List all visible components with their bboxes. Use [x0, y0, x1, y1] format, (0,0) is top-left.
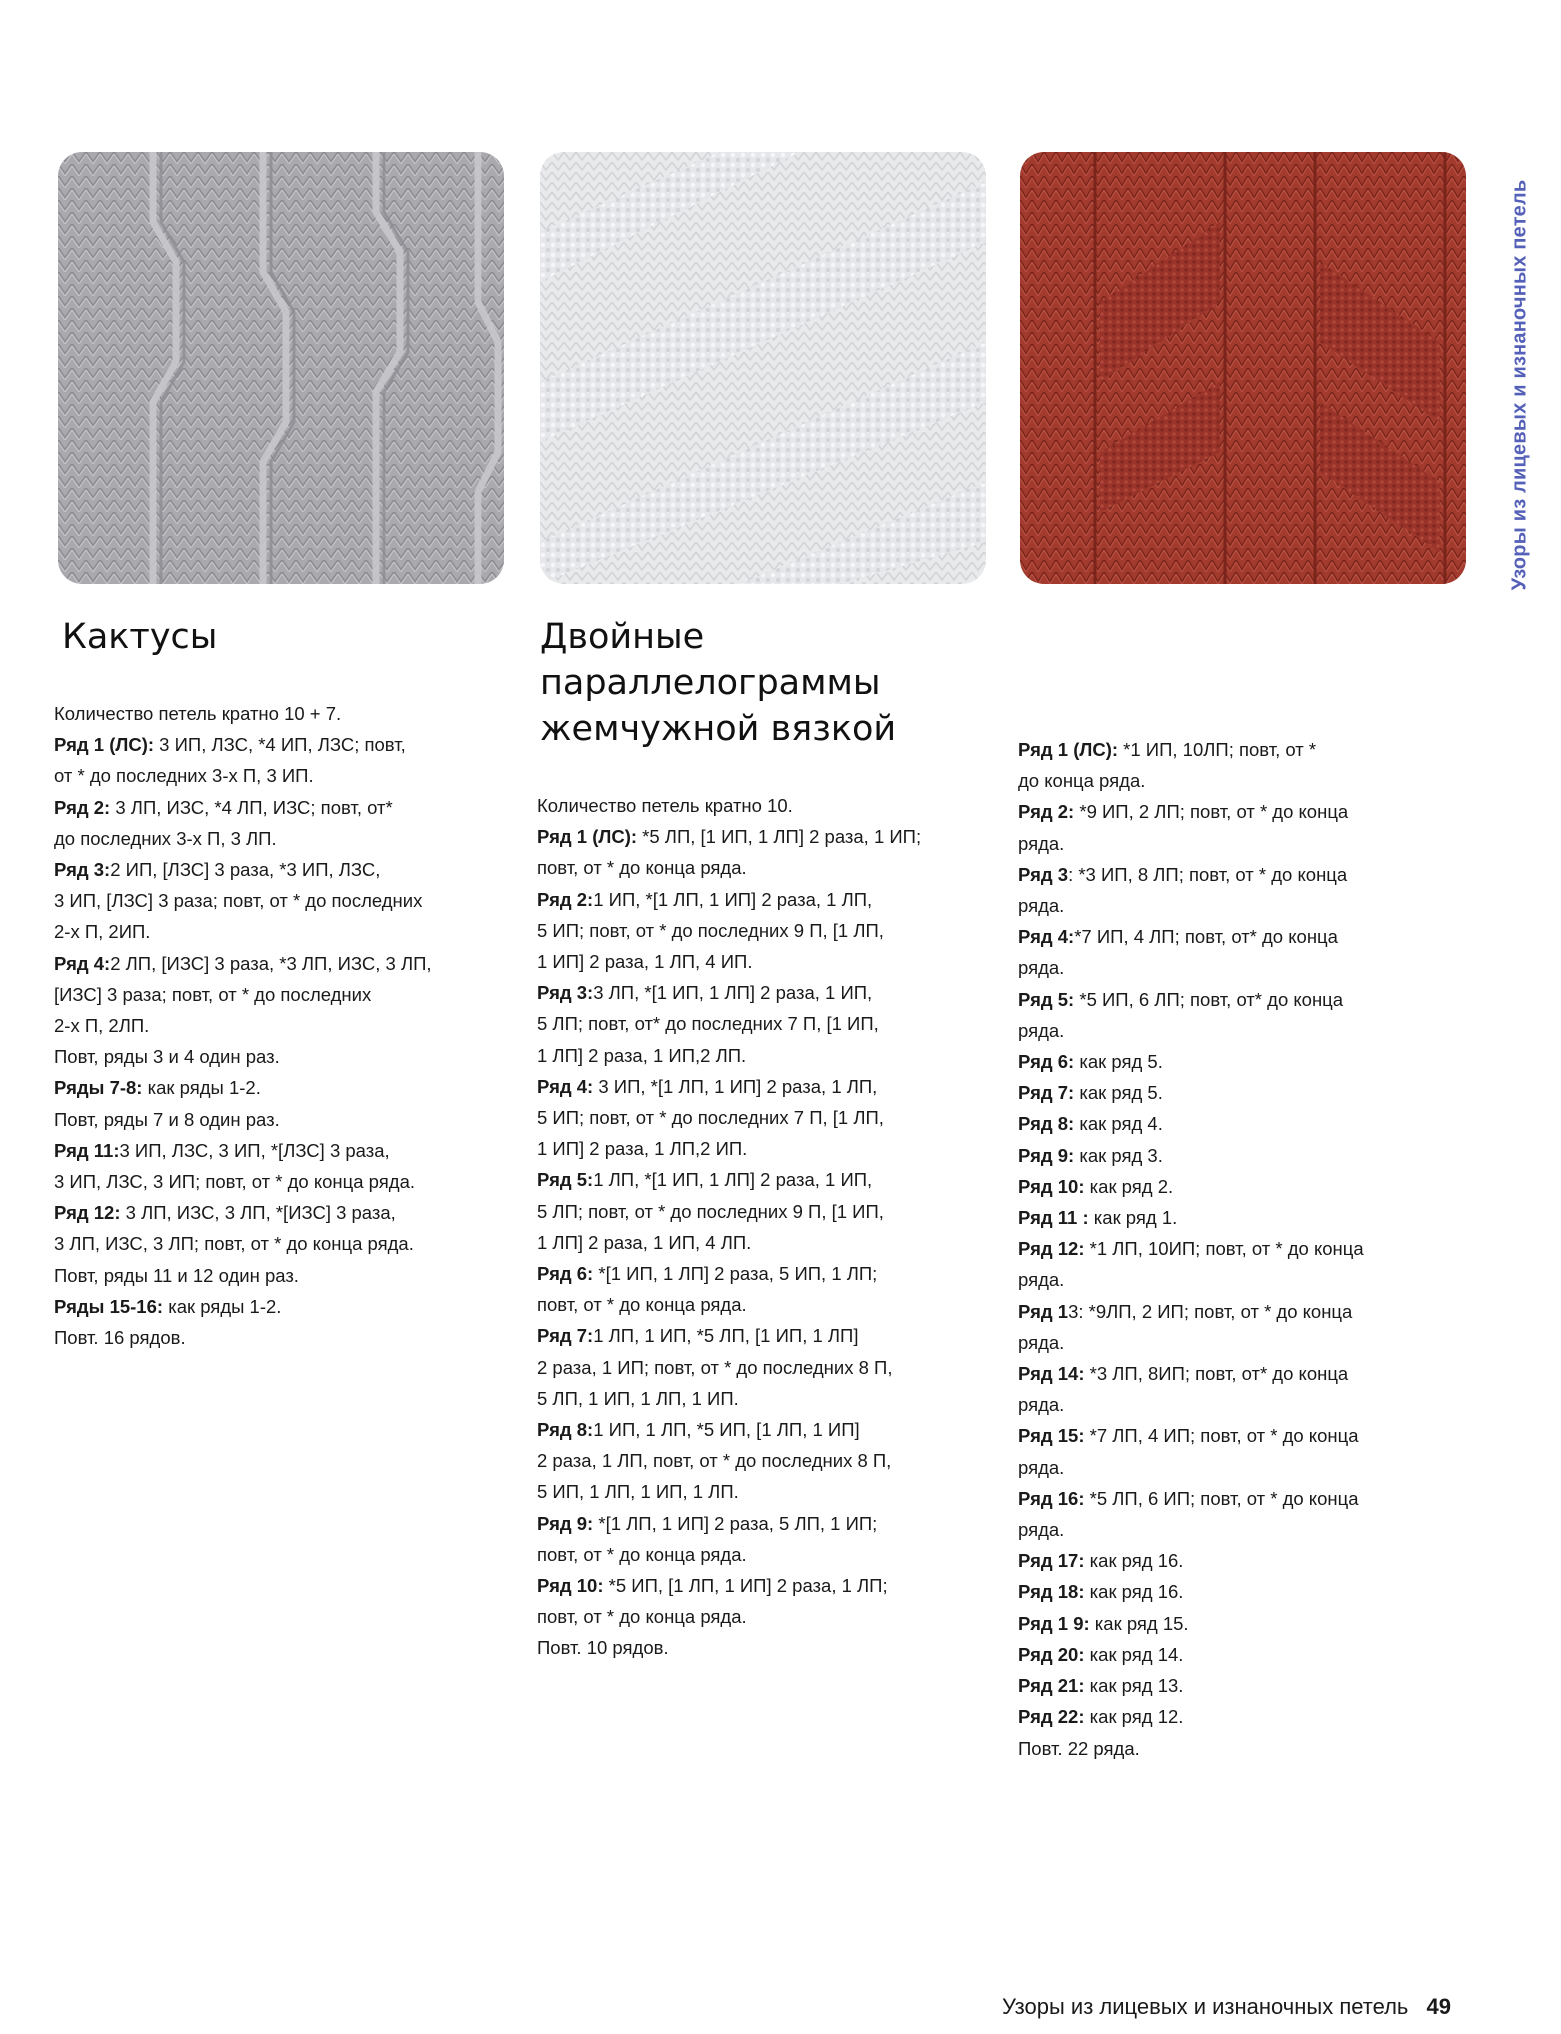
- side-running-head-text: Узоры из лицевых и изнаночных петель: [1508, 179, 1531, 591]
- instruction-line: [54, 948, 494, 979]
- instruction-line: [537, 1476, 977, 1507]
- row-label: Ряд 12:: [1018, 1238, 1085, 1260]
- instruction-line: [54, 1104, 494, 1135]
- instruction-line: [537, 946, 977, 977]
- instruction-line: [537, 1601, 977, 1632]
- instruction-line: [54, 1166, 494, 1197]
- row-text: *9 ИП, 2 ЛП; повт, от * до конца: [1074, 801, 1349, 823]
- row-text: : *3 ИП, 8 ЛП; повт, от * до конца: [1068, 863, 1348, 885]
- row-label: Ряд 4:: [537, 1075, 594, 1097]
- row-text: 2 ЛП, [ИЗС] 3 раза, *3 ЛП, ИЗС, 3 ЛП,: [110, 952, 432, 974]
- row-text: 1 ЛП, *[1 ИП, 1 ЛП] 2 раза, 1 ИП,: [593, 1169, 873, 1191]
- row-text: Повт, ряды 11 и 12 один раз.: [54, 1264, 299, 1286]
- instruction-line: [54, 854, 494, 885]
- instruction-line: [537, 884, 977, 915]
- row-text: ряда.: [1018, 895, 1065, 917]
- row-text: Повт, ряды 7 и 8 один раз.: [54, 1108, 280, 1130]
- instruction-line: [54, 1197, 494, 1228]
- row-label: Ряд 18:: [1018, 1581, 1085, 1603]
- instruction-line: [54, 698, 494, 729]
- instruction-line: [1018, 1140, 1458, 1171]
- row-label: Ряд 11:: [54, 1139, 120, 1161]
- row-text: 1 ЛП, 1 ИП, *5 ЛП, [1 ИП, 1 ЛП]: [593, 1325, 859, 1347]
- instruction-line: [1018, 1576, 1458, 1607]
- instruction-line: [1018, 1420, 1458, 1451]
- row-text: 5 ИП; повт, от * до последних 7 П, [1 ЛП,: [537, 1107, 884, 1129]
- row-text: 3 ИП, ЛЗС, 3 ИП, *[ЛЗС] 3 раза,: [119, 1139, 390, 1161]
- instruction-line: [1018, 1483, 1458, 1514]
- row-text: повт, от * до конца ряда.: [537, 857, 747, 879]
- instruction-line: [537, 1383, 977, 1414]
- row-text: 1 ИП] 2 раза, 1 ЛП, 4 ИП.: [537, 951, 753, 973]
- instruction-line: [1018, 859, 1458, 890]
- page-number: 49: [1426, 1994, 1451, 2019]
- instruction-line: [54, 1291, 494, 1322]
- row-text: от * до последних 3-х П, 3 ИП.: [54, 765, 314, 787]
- instruction-line: [1018, 1639, 1458, 1670]
- row-label: Ряд 9:: [537, 1512, 594, 1534]
- row-label: Ряд 6:: [537, 1263, 594, 1285]
- instruction-line: [537, 1258, 977, 1289]
- row-text: как ряд 12.: [1084, 1706, 1184, 1728]
- row-text: 2-х П, 2ЛП.: [54, 1015, 150, 1037]
- row-text: Повт. 22 ряда.: [1018, 1737, 1140, 1759]
- row-label: Ряд 1 9:: [1018, 1612, 1090, 1634]
- row-label: Ряд 4:: [54, 952, 111, 974]
- row-text: 2 раза, 1 ЛП, повт, от * до последних 8 П,: [537, 1450, 892, 1472]
- instruction-line: [537, 1133, 977, 1164]
- title-line: параллелограммы: [540, 663, 881, 703]
- instruction-line: [54, 792, 494, 823]
- instruction-line: [1018, 1608, 1458, 1639]
- row-text: как ряд 5.: [1074, 1082, 1163, 1104]
- row-label: Ряд 8:: [1018, 1113, 1075, 1135]
- swatch-photo-cactus: [58, 152, 504, 584]
- instruction-line: [54, 1010, 494, 1041]
- instruction-line: [1018, 890, 1458, 921]
- instruction-line: [1018, 1670, 1458, 1701]
- instruction-line: [54, 1228, 494, 1259]
- row-label: Ряд 3: [1018, 863, 1069, 885]
- instruction-line: [537, 1164, 977, 1195]
- instruction-line: [1018, 734, 1458, 765]
- row-label: Ряд 4:: [1018, 926, 1075, 948]
- instruction-line: [1018, 1077, 1458, 1108]
- row-text: 3 ИП, [ЛЗС] 3 раза; повт, от * до последних: [54, 890, 423, 912]
- row-label: Ряд 15:: [1018, 1425, 1085, 1447]
- instruction-line: [537, 1071, 977, 1102]
- instruction-line: [1018, 1358, 1458, 1389]
- row-text: 1 ИП, *[1 ЛП, 1 ИП] 2 раза, 1 ЛП,: [593, 888, 873, 910]
- row-label: Ряды 15-16:: [54, 1295, 164, 1317]
- row-label: Ряд 5:: [1018, 988, 1075, 1010]
- instruction-line: [537, 1227, 977, 1258]
- row-text: как ряд 4.: [1074, 1113, 1163, 1135]
- row-label: Ряд 1: [1018, 1300, 1069, 1322]
- instruction-line: [537, 915, 977, 946]
- row-label: Ряд 8:: [537, 1419, 594, 1441]
- row-text: *[1 ИП, 1 ЛП] 2 раза, 5 ИП, 1 ЛП;: [593, 1263, 878, 1285]
- pattern-title-parallelograms: [540, 614, 896, 752]
- row-text: 3: *9ЛП, 2 ИП; повт, от * до конца: [1068, 1300, 1353, 1322]
- row-text: *3 ЛП, 8ИП; повт, от* до конца: [1084, 1363, 1349, 1385]
- instruction-line: [537, 1196, 977, 1227]
- row-text: 3 ЛП, *[1 ИП, 1 ЛП] 2 раза, 1 ИП,: [593, 982, 873, 1004]
- row-text: как ряд 3.: [1074, 1144, 1163, 1166]
- row-text: [ИЗС] 3 раза; повт, от * до последних: [54, 983, 372, 1005]
- swatch-photo-parallelograms: [540, 152, 986, 584]
- instruction-line: [537, 1102, 977, 1133]
- row-label: Ряды 7-8:: [54, 1077, 143, 1099]
- row-text: *1 ЛП, 10ИП; повт, от * до конца: [1084, 1238, 1364, 1260]
- instruction-line: [537, 1508, 977, 1539]
- row-text: повт, от * до конца ряда.: [537, 1294, 747, 1316]
- knit-texture-red: [1020, 152, 1466, 584]
- row-text: 3 ЛП, ИЗС, *4 ЛП, ИЗС; повт, от*: [110, 796, 393, 818]
- knit-texture-white: [540, 152, 986, 584]
- instruction-line: [537, 790, 977, 821]
- row-label: Ряд 21:: [1018, 1675, 1085, 1697]
- instruction-line: [537, 821, 977, 852]
- instruction-line: [54, 916, 494, 947]
- swatch-photo-red-rib: [1020, 152, 1466, 584]
- title-line: жемчужной вязкой: [540, 709, 897, 749]
- row-text: Повт. 10 рядов.: [537, 1637, 669, 1659]
- instruction-line: [537, 852, 977, 883]
- row-label: Ряд 10:: [1018, 1175, 1085, 1197]
- instruction-line: [54, 1041, 494, 1072]
- row-label: Ряд 6:: [1018, 1051, 1075, 1073]
- row-text: ряда.: [1018, 1456, 1065, 1478]
- row-label: Ряд 14:: [1018, 1363, 1085, 1385]
- row-text: ряда.: [1018, 1519, 1065, 1541]
- row-label: Ряд 1 (ЛС):: [537, 826, 638, 848]
- row-label: Ряд 16:: [1018, 1487, 1085, 1509]
- row-text: Количество петель кратно 10.: [537, 795, 793, 816]
- footer-running-title: Узоры из лицевых и изнаночных петель: [1001, 1994, 1409, 2019]
- instruction-line: [1018, 1545, 1458, 1576]
- instruction-line: [537, 1352, 977, 1383]
- pattern-title-cactus: [62, 614, 217, 660]
- row-text: ряда.: [1018, 957, 1065, 979]
- instruction-line: [537, 977, 977, 1008]
- row-text: Повт. 16 рядов.: [54, 1327, 186, 1349]
- row-text: ряда.: [1018, 1394, 1065, 1416]
- instruction-line: [537, 1320, 977, 1351]
- row-text: 3 ИП, ЛЗС, *4 ИП, ЛЗС; повт,: [154, 734, 406, 756]
- row-text: как ряды 1-2.: [163, 1295, 282, 1317]
- row-label: Ряд 7:: [1018, 1082, 1075, 1104]
- instruction-line: [54, 760, 494, 791]
- row-label: Ряд 3:: [537, 982, 594, 1004]
- title-line: Двойные: [540, 617, 705, 657]
- row-text: ряда.: [1018, 1331, 1065, 1353]
- row-text: как ряд 2.: [1084, 1175, 1174, 1197]
- row-label: Ряд 22:: [1018, 1706, 1085, 1728]
- row-label: Ряд 2:: [54, 796, 111, 818]
- row-text: 2 ИП, [ЛЗС] 3 раза, *3 ИП, ЛЗС,: [110, 859, 381, 881]
- row-label: Ряд 20:: [1018, 1643, 1085, 1665]
- instructions-parallelograms: [537, 790, 977, 1664]
- instruction-line: [1018, 1514, 1458, 1545]
- row-text: как ряд 1.: [1088, 1207, 1178, 1229]
- instruction-line: [537, 1040, 977, 1071]
- row-label: Ряд 1 (ЛС):: [1018, 739, 1119, 760]
- row-label: Ряд 7:: [537, 1325, 594, 1347]
- row-text: 3 ЛП, ИЗС, 3 ЛП; повт, от * до конца ряда.: [54, 1233, 414, 1255]
- row-text: ряда.: [1018, 832, 1065, 854]
- instruction-line: [1018, 984, 1458, 1015]
- row-text: 3 ИП, *[1 ЛП, 1 ИП] 2 раза, 1 ЛП,: [593, 1075, 878, 1097]
- row-label: Ряд 9:: [1018, 1144, 1075, 1166]
- instruction-line: [537, 1414, 977, 1445]
- instruction-line: [537, 1539, 977, 1570]
- row-text: *1 ИП, 10ЛП; повт, от *: [1118, 739, 1317, 760]
- row-text: как ряд 13.: [1084, 1675, 1184, 1697]
- instruction-line: [537, 1008, 977, 1039]
- instruction-line: [1018, 1015, 1458, 1046]
- instruction-line: [1018, 1452, 1458, 1483]
- instruction-line: [54, 885, 494, 916]
- instruction-line: [1018, 1296, 1458, 1327]
- row-text: как ряд 14.: [1084, 1643, 1184, 1665]
- instruction-line: [54, 1135, 494, 1166]
- instruction-line: [1018, 1046, 1458, 1077]
- row-text: Повт, ряды 3 и 4 один раз.: [54, 1046, 280, 1068]
- row-text: 5 ЛП; повт, от * до последних 9 П, [1 ИП,: [537, 1200, 884, 1222]
- row-text: 5 ЛП, 1 ИП, 1 ЛП, 1 ИП.: [537, 1387, 739, 1409]
- row-text: *5 ИП, [1 ЛП, 1 ИП] 2 раза, 1 ЛП;: [603, 1575, 888, 1597]
- row-text: ряда.: [1018, 1019, 1065, 1041]
- instruction-line: [1018, 1733, 1458, 1764]
- instruction-line: [1018, 1233, 1458, 1264]
- page-footer: [1002, 1994, 1451, 2020]
- row-label: Ряд 12:: [54, 1202, 121, 1224]
- row-text: *7 ИП, 4 ЛП; повт, от* до конца: [1074, 926, 1338, 948]
- row-text: 2-х П, 2ИП.: [54, 921, 151, 943]
- instruction-line: [54, 979, 494, 1010]
- row-text: как ряд 16.: [1084, 1550, 1184, 1572]
- row-text: повт, от * до конца ряда.: [537, 1606, 747, 1628]
- instruction-line: [1018, 828, 1458, 859]
- row-text: 5 ИП; повт, от * до последних 9 П, [1 ЛП,: [537, 919, 884, 941]
- instruction-line: [1018, 1327, 1458, 1358]
- instruction-line: [1018, 1389, 1458, 1420]
- row-label: Ряд 10:: [537, 1575, 604, 1597]
- row-text: 3 ЛП, ИЗС, 3 ЛП, *[ИЗС] 3 раза,: [120, 1202, 396, 1224]
- row-label: Ряд 11 :: [1018, 1207, 1089, 1229]
- instruction-line: [1018, 921, 1458, 952]
- instruction-line: [537, 1289, 977, 1320]
- instruction-line: [537, 1632, 977, 1663]
- row-text: 3 ИП, ЛЗС, 3 ИП; повт, от * до конца ряда.: [54, 1171, 415, 1193]
- instruction-line: [1018, 1264, 1458, 1295]
- instruction-line: [54, 1260, 494, 1291]
- row-text: 5 ИП, 1 ЛП, 1 ИП, 1 ЛП.: [537, 1481, 739, 1503]
- row-text: *5 ЛП, [1 ИП, 1 ЛП] 2 раза, 1 ИП;: [637, 826, 922, 848]
- instruction-line: [1018, 1108, 1458, 1139]
- instructions-red-rib: [1018, 734, 1458, 1764]
- row-text: до конца ряда.: [1018, 770, 1146, 792]
- instruction-line: [54, 823, 494, 854]
- instruction-line: [1018, 796, 1458, 827]
- row-text: *5 ИП, 6 ЛП; повт, от* до конца: [1074, 988, 1344, 1010]
- row-text: *7 ЛП, 4 ИП; повт, от * до конца: [1084, 1425, 1359, 1447]
- instructions-cactus: [54, 698, 494, 1353]
- row-text: как ряд 16.: [1084, 1581, 1184, 1603]
- instruction-line: [537, 1445, 977, 1476]
- row-text: как ряд 5.: [1074, 1051, 1163, 1073]
- title-line: Кактусы: [62, 617, 218, 657]
- instruction-line: [54, 729, 494, 760]
- side-running-head: [1502, 140, 1538, 630]
- row-text: ряда.: [1018, 1269, 1065, 1291]
- row-text: как ряды 1-2.: [142, 1077, 261, 1099]
- knit-texture-grey: [58, 152, 504, 584]
- row-text: до последних 3-х П, 3 ЛП.: [54, 827, 277, 849]
- instruction-line: [54, 1322, 494, 1353]
- row-text: *5 ЛП, 6 ИП; повт, от * до конца: [1084, 1487, 1359, 1509]
- instruction-line: [537, 1570, 977, 1601]
- row-text: *[1 ЛП, 1 ИП] 2 раза, 5 ЛП, 1 ИП;: [593, 1512, 878, 1534]
- instruction-line: [1018, 1202, 1458, 1233]
- instruction-line: [54, 1072, 494, 1103]
- instruction-line: [1018, 1701, 1458, 1732]
- row-label: Ряд 2:: [1018, 801, 1075, 823]
- instruction-line: [1018, 952, 1458, 983]
- row-text: 1 ЛП] 2 раза, 1 ИП,2 ЛП.: [537, 1044, 747, 1066]
- row-label: Ряд 5:: [537, 1169, 594, 1191]
- instruction-line: [1018, 1171, 1458, 1202]
- row-text: 5 ЛП; повт, от* до последних 7 П, [1 ИП,: [537, 1013, 879, 1035]
- row-text: 1 ИП, 1 ЛП, *5 ИП, [1 ЛП, 1 ИП]: [593, 1419, 860, 1441]
- row-text: 2 раза, 1 ИП; повт, от * до последних 8 П,: [537, 1356, 893, 1378]
- row-text: 1 ИП] 2 раза, 1 ЛП,2 ИП.: [537, 1138, 748, 1160]
- row-label: Ряд 1 (ЛС):: [54, 734, 155, 756]
- row-text: как ряд 15.: [1089, 1612, 1189, 1634]
- row-text: Количество петель кратно 10 + 7.: [54, 703, 342, 724]
- row-label: Ряд 2:: [537, 888, 594, 910]
- row-label: Ряд 17:: [1018, 1550, 1085, 1572]
- row-text: повт, от * до конца ряда.: [537, 1543, 747, 1565]
- row-label: Ряд 3:: [54, 859, 111, 881]
- row-text: 1 ЛП] 2 раза, 1 ИП, 4 ЛП.: [537, 1231, 752, 1253]
- instruction-line: [1018, 765, 1458, 796]
